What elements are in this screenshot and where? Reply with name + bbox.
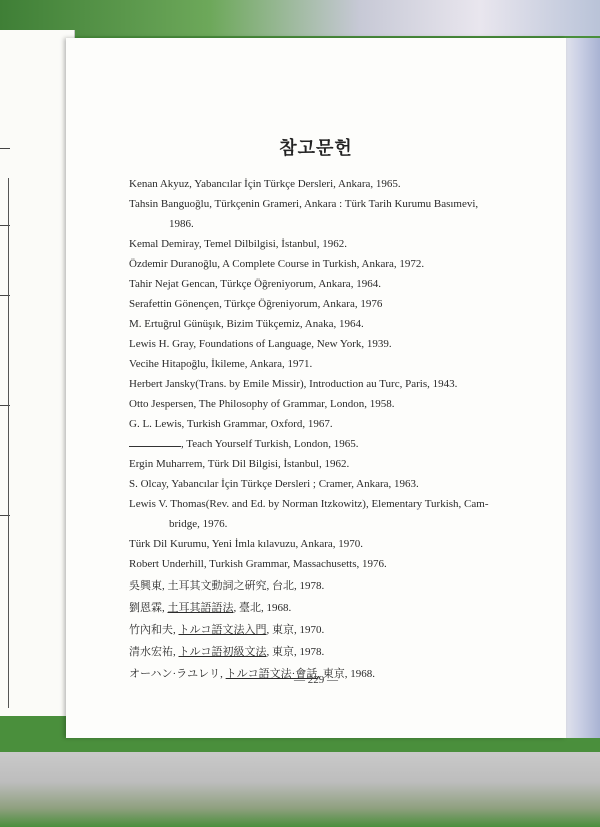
reference-publication: , 臺北, 1968. — [233, 602, 292, 614]
reference-entry: Otto Jespersen, The Philosophy of Grammar, London, 1958. — [129, 398, 395, 410]
page-edge-shadow — [560, 38, 600, 738]
reference-author: オーハン·ラユレリ, — [129, 668, 226, 680]
reference-entry: Kenan Akyuz, Yabancılar İçin Türkçe Dersleri, Ankara, 1965. — [129, 178, 401, 190]
reference-book-title: トルコ語文法·會話 — [225, 668, 318, 680]
reference-author: 劉恩霖, — [129, 602, 168, 614]
reference-entry — [129, 436, 549, 452]
reference-entry: Türk Dil Kurumu, Yeni İmla kılavuzu, Ankara, 1970. — [129, 538, 364, 550]
reference-entry: Herbert Jansky(Trans. by Emile Missir), Introduction au Turc, Paris, 1943. — [129, 378, 458, 390]
reference-book-title: トルコ語初級文法 — [178, 646, 267, 658]
reference-publication: , 東京, 1970. — [266, 624, 325, 636]
reference-entry: Özdemir Duranoğlu, A Complete Course in Turkish, Ankara, 1972. — [129, 258, 425, 270]
reference-entry-continuation: 1986. — [169, 218, 194, 230]
page-title: 참고문헌 — [279, 138, 353, 159]
reference-entry: Kemal Demiray, Temel Dilbilgisi, İstanbul, 1962. — [129, 238, 347, 250]
scanner-background-top — [0, 0, 600, 36]
ditto-blank-line — [129, 436, 181, 447]
reference-author: 竹內和夫, — [129, 624, 179, 636]
left-page-rule — [0, 148, 10, 149]
scanner-background-bottom — [0, 752, 600, 827]
reference-entry: Ergin Muharrem, Türk Dil Bilgisi, İstanbul, 1962. — [129, 458, 350, 470]
reference-entry: Robert Underhill, Turkish Grammar, Massachusetts, 1976. — [129, 558, 387, 570]
reference-author: 清水宏祐, — [129, 646, 179, 658]
reference-publication: , 東京, 1978. — [266, 646, 325, 658]
reference-book-title: トルコ語文法入門 — [178, 624, 267, 636]
reference-entry: G. L. Lewis, Turkish Grammar, Oxford, 1967. — [129, 418, 333, 430]
reference-entry: Vecihe Hitapoğlu, İkileme, Ankara, 1971. — [129, 358, 313, 370]
reference-publication: , 東京, 1968. — [317, 668, 376, 680]
left-facing-page — [0, 30, 75, 716]
page-number: — 229 — — [294, 674, 338, 686]
reference-entry: Tahsin Banguoğlu, Türkçenin Grameri, Ankara : Türk Tarih Kurumu Basımevi, — [129, 198, 479, 210]
reference-entry: Tahir Nejat Gencan, Türkçe Öğreniyorum, Ankara, 1964. — [129, 278, 381, 290]
reference-entry: Serafettin Gönençen, Türkçe Öğreniyorum, Ankara, 1976 — [129, 298, 383, 310]
reference-text: , Teach Yourself Turkish, London, 1965. — [181, 438, 359, 450]
reference-entry — [129, 622, 549, 638]
reference-entry: 吳興東, 土耳其文動詞之硏究, 台北, 1978. — [129, 580, 325, 592]
reference-entry — [129, 600, 549, 616]
reference-book-title: 土耳其語語法 — [167, 602, 234, 614]
reference-entry: Lewis H. Gray, Foundations of Language, New York, 1939. — [129, 338, 392, 350]
bibliography-page — [66, 38, 566, 738]
reference-entry: Lewis V. Thomas(Rev. and Ed. by Norman Itzkowitz), Elementary Turkish, Cam- — [129, 498, 489, 510]
left-page-vertical-rule — [8, 178, 9, 708]
reference-entry — [129, 644, 549, 660]
reference-entry: S. Olcay, Yabancılar İçin Türkçe Dersleri ; Cramer, Ankara, 1963. — [129, 478, 419, 490]
reference-entry-continuation: bridge, 1976. — [169, 518, 228, 530]
reference-entry: M. Ertuğrul Günüşık, Bizim Tükçemiz, Anaka, 1964. — [129, 318, 364, 330]
